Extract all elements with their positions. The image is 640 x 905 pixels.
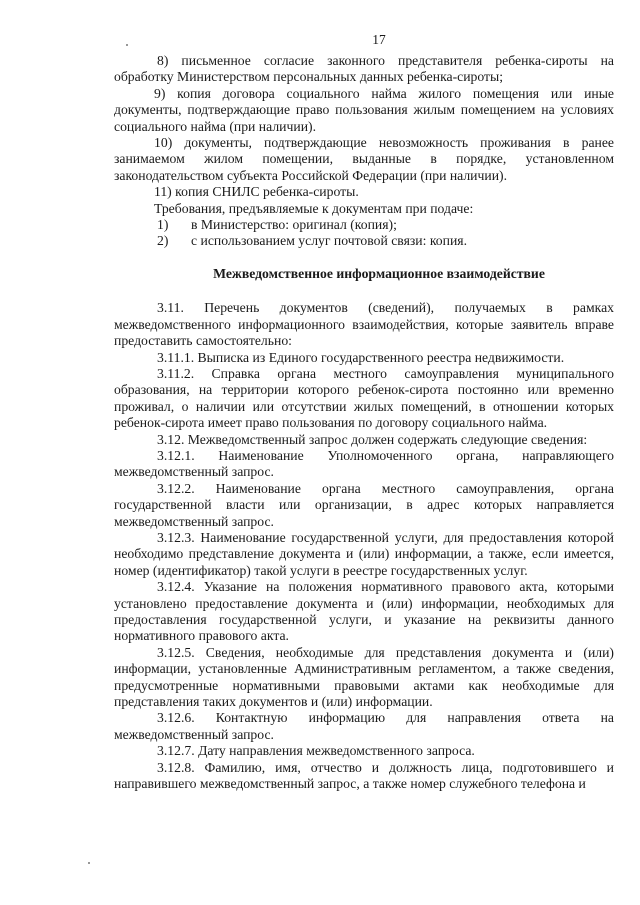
paragraph-3-11-2: 3.11.2. Справка органа местного самоуправления муниципального образования, на территории которого ребенок-сирота постоянно или временно проживал, о наличии или отсутствии жилых помещений, в отношении которых ребенок-сирота имеет право пользования по договору социального найма. [114,365,614,431]
page-number: 17 [372,32,386,47]
paragraph-3-12-2: 3.12.2. Наименование органа местного самоуправления, органа государственной власти или организации, в адрес которых направляется межведомственный запрос. [114,480,614,529]
paragraph-3-12-3: 3.12.3. Наименование государственной услуги, для предоставления которой необходимо представление документа и (или) информации, а также, если имеется, номер (идентификатор) такой услуги в реестре государственных услуг. [114,529,614,578]
requirement-number: 2) [157,233,169,249]
requirement-number: 1) [157,217,169,233]
paragraph-3-12: 3.12. Межведомственный запрос должен содержать следующие сведения: [157,431,588,447]
paragraph-item-10: 10) документы, подтверждающие невозможность проживания в ранее занимаемом жилом помещении, выданные в порядке, установленном законодательством субъекта Российской Федерации (при наличии). [114,135,614,183]
paragraph-3-12-4: 3.12.4. Указание на положения нормативного правового акта, которыми установлено предоставление документа и (или) информации, необходимых для предоставления государственной услуги, и указание на реквизиты данного нормативного правового акта. [114,579,614,644]
paragraph-3-11: 3.11. Перечень документов (сведений), получаемых в рамках межведомственного информационного взаимодействия, которые заявитель вправе предоставить самостоятельно: [114,300,614,349]
requirement-text: с использованием услуг почтовой связи: копия. [191,233,468,249]
paragraph-3-12-7: 3.12.7. Дату направления межведомственного запроса. [157,743,475,759]
paragraph-3-11-1: 3.11.1. Выписка из Единого государственного реестра недвижимости. [157,349,565,365]
paragraph-3-12-5: 3.12.5. Сведения, необходимые для представления документа и (или) информации, установленные Административным регламентом, а также сведения, предусмотренные нормативными правовыми актами как необходимые для представления таких документов и (или) информации. [114,644,614,710]
scan-speck [88,862,90,864]
paragraph-3-12-8: 3.12.8. Фамилию, имя, отчество и должность лица, подготовившего и направившего межведомственный запрос, а также номер служебного телефона и [114,759,614,792]
scan-speck [126,44,128,46]
paragraph-requirements-intro: Требования, предъявляемые к документам при подаче: [154,200,474,216]
paragraph-3-12-6: 3.12.6. Контактную информацию для направления ответа на межведомственный запрос. [114,710,614,742]
paragraph-item-11: 11) копия СНИЛС ребенка-сироты. [154,184,359,200]
requirement-item-2 [157,233,614,249]
requirement-text: в Министерство: оригинал (копия); [191,217,397,233]
paragraph-3-12-1: 3.12.1. Наименование Уполномоченного органа, направляющего межведомственный запрос. [114,447,614,480]
paragraph-item-8: 8) письменное согласие законного представителя ребенка-сироты на обработку Министерством персональных данных ребенка-сироты; [114,53,614,85]
section-title: Межведомственное информационное взаимодействие [213,265,545,281]
requirement-item-1 [157,217,614,233]
paragraph-item-9: 9) копия договора социального найма жилого помещения или иные документы, подтверждающие право пользования жилым помещением на условиях социального найма (при наличии). [114,85,614,134]
